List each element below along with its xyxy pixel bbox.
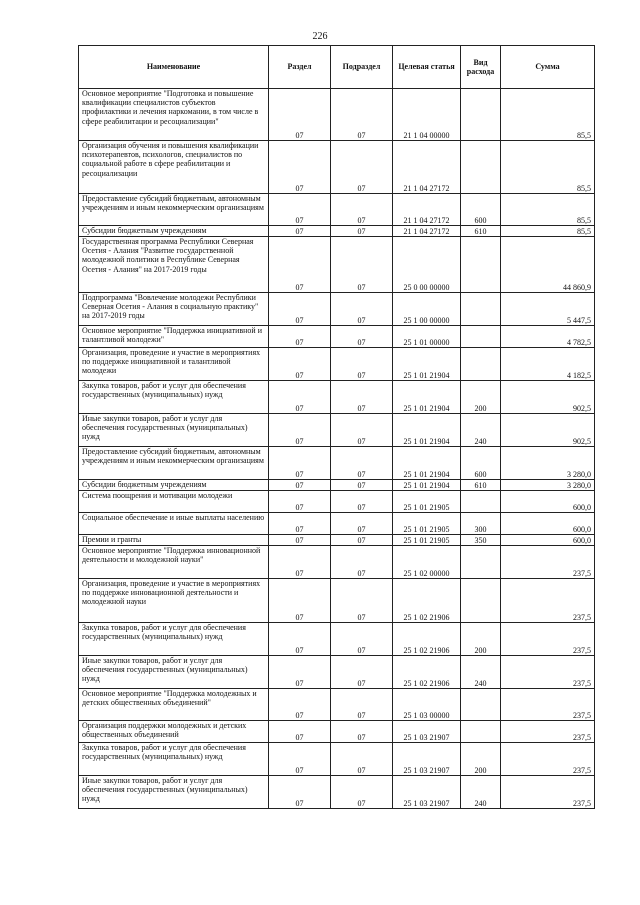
cell-subsection: 07 xyxy=(331,447,393,480)
cell-amount: 3 280,0 xyxy=(501,480,595,491)
cell-section: 07 xyxy=(269,623,331,656)
cell-amount: 237,5 xyxy=(501,579,595,623)
header-name: Наименование xyxy=(79,46,269,89)
table-row xyxy=(79,141,595,194)
cell-name: Закупка товаров, работ и услуг для обеспечения государственных (муниципальных) нужд xyxy=(79,743,269,776)
cell-expense-type xyxy=(461,579,501,623)
cell-subsection: 07 xyxy=(331,480,393,491)
cell-amount: 4 182,5 xyxy=(501,348,595,381)
cell-section: 07 xyxy=(269,381,331,414)
cell-amount: 902,5 xyxy=(501,414,595,447)
cell-section: 07 xyxy=(269,513,331,535)
cell-amount: 600,0 xyxy=(501,535,595,546)
cell-amount: 237,5 xyxy=(501,721,595,743)
cell-name: Государственная программа Республики Северная Осетия - Алания "Развитие государственной молодежной политики в Республике Северная Осетия - Алания" на 2017-2019 годы xyxy=(79,237,269,293)
cell-subsection: 07 xyxy=(331,141,393,194)
cell-amount: 600,0 xyxy=(501,491,595,513)
cell-name: Подпрограмма "Вовлечение молодежи Республики Северная Осетия - Алания в социальную практику" на 2017-2019 годы xyxy=(79,293,269,326)
cell-expense-type: 200 xyxy=(461,381,501,414)
cell-section: 07 xyxy=(269,656,331,689)
cell-subsection: 07 xyxy=(331,656,393,689)
table-row xyxy=(79,414,595,447)
cell-target: 25 1 03 21907 xyxy=(393,776,461,809)
cell-amount: 44 860,9 xyxy=(501,237,595,293)
table-row xyxy=(79,623,595,656)
cell-section: 07 xyxy=(269,348,331,381)
table-row xyxy=(79,226,595,237)
table-row xyxy=(79,348,595,381)
cell-subsection: 07 xyxy=(331,743,393,776)
cell-section: 07 xyxy=(269,480,331,491)
table-row xyxy=(79,721,595,743)
cell-amount: 4 782,5 xyxy=(501,326,595,348)
cell-amount: 237,5 xyxy=(501,776,595,809)
cell-amount: 85,5 xyxy=(501,226,595,237)
cell-expense-type xyxy=(461,89,501,141)
cell-subsection: 07 xyxy=(331,414,393,447)
cell-expense-type xyxy=(461,293,501,326)
table-row xyxy=(79,237,595,293)
cell-name: Организация, проведение и участие в мероприятиях по поддержке инициативной и талантливой молодежи xyxy=(79,348,269,381)
cell-amount: 85,5 xyxy=(501,89,595,141)
cell-target: 25 1 03 21907 xyxy=(393,721,461,743)
cell-name: Система поощрения и мотивации молодежи xyxy=(79,491,269,513)
table-row xyxy=(79,743,595,776)
cell-name: Закупка товаров, работ и услуг для обеспечения государственных (муниципальных) нужд xyxy=(79,623,269,656)
cell-expense-type xyxy=(461,721,501,743)
cell-amount: 600,0 xyxy=(501,513,595,535)
page-number: 226 xyxy=(312,31,328,42)
cell-subsection: 07 xyxy=(331,348,393,381)
cell-name: Предоставление субсидий бюджетным, автономным учреждениям и иным некоммерческим организациям xyxy=(79,194,269,226)
cell-name: Субсидии бюджетным учреждениям xyxy=(79,480,269,491)
table-row xyxy=(79,776,595,809)
cell-expense-type xyxy=(461,348,501,381)
cell-name: Основное мероприятие "Подготовка и повышение квалификации специалистов субъектов профилактики и лечения наркомании, в том числе в сфере реабилитации и ресоциализации" xyxy=(79,89,269,141)
cell-subsection: 07 xyxy=(331,546,393,579)
cell-subsection: 07 xyxy=(331,513,393,535)
cell-section: 07 xyxy=(269,414,331,447)
cell-target: 21 1 04 27172 xyxy=(393,141,461,194)
cell-amount: 3 280,0 xyxy=(501,447,595,480)
cell-section: 07 xyxy=(269,579,331,623)
cell-subsection: 07 xyxy=(331,326,393,348)
cell-name: Социальное обеспечение и иные выплаты населению xyxy=(79,513,269,535)
cell-name: Основное мероприятие "Поддержка инициативной и талантливой молодежи" xyxy=(79,326,269,348)
cell-section: 07 xyxy=(269,721,331,743)
cell-expense-type: 610 xyxy=(461,226,501,237)
cell-target: 25 1 01 21904 xyxy=(393,480,461,491)
cell-amount: 85,5 xyxy=(501,141,595,194)
cell-expense-type: 350 xyxy=(461,535,501,546)
cell-expense-type: 200 xyxy=(461,623,501,656)
cell-expense-type xyxy=(461,237,501,293)
cell-target: 25 1 01 21904 xyxy=(393,348,461,381)
cell-subsection: 07 xyxy=(331,237,393,293)
cell-section: 07 xyxy=(269,293,331,326)
cell-subsection: 07 xyxy=(331,226,393,237)
cell-subsection: 07 xyxy=(331,721,393,743)
cell-section: 07 xyxy=(269,141,331,194)
cell-subsection: 07 xyxy=(331,89,393,141)
table-row xyxy=(79,546,595,579)
cell-expense-type xyxy=(461,546,501,579)
table-row xyxy=(79,326,595,348)
cell-name: Основное мероприятие "Поддержка молодежных и детских общественных объединений" xyxy=(79,689,269,721)
cell-amount: 902,5 xyxy=(501,381,595,414)
table-row xyxy=(79,689,595,721)
header-amount: Сумма xyxy=(501,46,595,89)
table-row xyxy=(79,293,595,326)
table-header-row xyxy=(79,46,595,89)
header-subsection: Подраздел xyxy=(331,46,393,89)
cell-name: Основное мероприятие "Поддержка инновационной деятельности и молодежной науки" xyxy=(79,546,269,579)
cell-target: 25 1 01 21904 xyxy=(393,381,461,414)
cell-subsection: 07 xyxy=(331,491,393,513)
cell-section: 07 xyxy=(269,237,331,293)
cell-expense-type: 200 xyxy=(461,743,501,776)
cell-target: 25 1 03 00000 xyxy=(393,689,461,721)
cell-subsection: 07 xyxy=(331,579,393,623)
cell-amount: 237,5 xyxy=(501,743,595,776)
table-row xyxy=(79,491,595,513)
table-row xyxy=(79,480,595,491)
cell-section: 07 xyxy=(269,326,331,348)
cell-amount: 237,5 xyxy=(501,546,595,579)
cell-section: 07 xyxy=(269,535,331,546)
table-row xyxy=(79,535,595,546)
cell-target: 21 1 04 27172 xyxy=(393,194,461,226)
header-section: Раздел xyxy=(269,46,331,89)
cell-expense-type: 600 xyxy=(461,447,501,480)
table-row xyxy=(79,579,595,623)
cell-name: Организация, проведение и участие в мероприятиях по поддержке инновационной деятельности и молодежной науки xyxy=(79,579,269,623)
cell-target: 25 1 01 21904 xyxy=(393,414,461,447)
cell-target: 21 1 04 27172 xyxy=(393,226,461,237)
cell-amount: 237,5 xyxy=(501,689,595,721)
header-expense-type: Вид расхода xyxy=(461,46,501,89)
cell-name: Премии и гранты xyxy=(79,535,269,546)
cell-subsection: 07 xyxy=(331,689,393,721)
cell-section: 07 xyxy=(269,447,331,480)
cell-target: 25 1 03 21907 xyxy=(393,743,461,776)
cell-name: Организация поддержки молодежных и детских общественных объединений xyxy=(79,721,269,743)
cell-target: 25 1 02 21906 xyxy=(393,623,461,656)
cell-amount: 237,5 xyxy=(501,656,595,689)
table-row xyxy=(79,89,595,141)
cell-expense-type: 240 xyxy=(461,776,501,809)
table-row xyxy=(79,513,595,535)
cell-section: 07 xyxy=(269,226,331,237)
cell-target: 25 1 01 21905 xyxy=(393,491,461,513)
cell-section: 07 xyxy=(269,194,331,226)
table-row xyxy=(79,381,595,414)
cell-expense-type: 240 xyxy=(461,414,501,447)
cell-expense-type xyxy=(461,326,501,348)
cell-name: Субсидии бюджетным учреждениям xyxy=(79,226,269,237)
cell-subsection: 07 xyxy=(331,194,393,226)
cell-subsection: 07 xyxy=(331,293,393,326)
cell-section: 07 xyxy=(269,743,331,776)
cell-name: Иные закупки товаров, работ и услуг для обеспечения государственных (муниципальных) нужд xyxy=(79,656,269,689)
cell-target: 25 1 01 00000 xyxy=(393,326,461,348)
cell-section: 07 xyxy=(269,546,331,579)
cell-expense-type xyxy=(461,689,501,721)
cell-section: 07 xyxy=(269,89,331,141)
cell-expense-type: 600 xyxy=(461,194,501,226)
cell-expense-type: 300 xyxy=(461,513,501,535)
cell-subsection: 07 xyxy=(331,535,393,546)
cell-name: Предоставление субсидий бюджетным, автономным учреждениям и иным некоммерческим организациям xyxy=(79,447,269,480)
cell-target: 25 0 00 00000 xyxy=(393,237,461,293)
cell-subsection: 07 xyxy=(331,776,393,809)
cell-name: Закупка товаров, работ и услуг для обеспечения государственных (муниципальных) нужд xyxy=(79,381,269,414)
cell-name: Организация обучения и повышения квалификации психотерапевтов, психологов, специалистов по социальной работе в сфере реабилитации и ресоциализации xyxy=(79,141,269,194)
cell-section: 07 xyxy=(269,776,331,809)
cell-expense-type: 240 xyxy=(461,656,501,689)
table-row xyxy=(79,447,595,480)
cell-amount: 5 447,5 xyxy=(501,293,595,326)
cell-target: 25 1 02 21906 xyxy=(393,579,461,623)
table-row xyxy=(79,656,595,689)
cell-target: 25 1 01 21905 xyxy=(393,535,461,546)
cell-target: 21 1 04 00000 xyxy=(393,89,461,141)
budget-table xyxy=(78,45,595,809)
cell-section: 07 xyxy=(269,689,331,721)
cell-target: 25 1 00 00000 xyxy=(393,293,461,326)
cell-subsection: 07 xyxy=(331,623,393,656)
cell-target: 25 1 02 21906 xyxy=(393,656,461,689)
cell-amount: 85,5 xyxy=(501,194,595,226)
cell-expense-type: 610 xyxy=(461,480,501,491)
cell-amount: 237,5 xyxy=(501,623,595,656)
cell-subsection: 07 xyxy=(331,381,393,414)
table-row xyxy=(79,194,595,226)
cell-expense-type xyxy=(461,141,501,194)
header-target: Целевая статья xyxy=(393,46,461,89)
cell-target: 25 1 02 00000 xyxy=(393,546,461,579)
cell-expense-type xyxy=(461,491,501,513)
cell-name: Иные закупки товаров, работ и услуг для обеспечения государственных (муниципальных) нужд xyxy=(79,414,269,447)
cell-section: 07 xyxy=(269,491,331,513)
cell-target: 25 1 01 21904 xyxy=(393,447,461,480)
cell-name: Иные закупки товаров, работ и услуг для обеспечения государственных (муниципальных) нужд xyxy=(79,776,269,809)
cell-target: 25 1 01 21905 xyxy=(393,513,461,535)
